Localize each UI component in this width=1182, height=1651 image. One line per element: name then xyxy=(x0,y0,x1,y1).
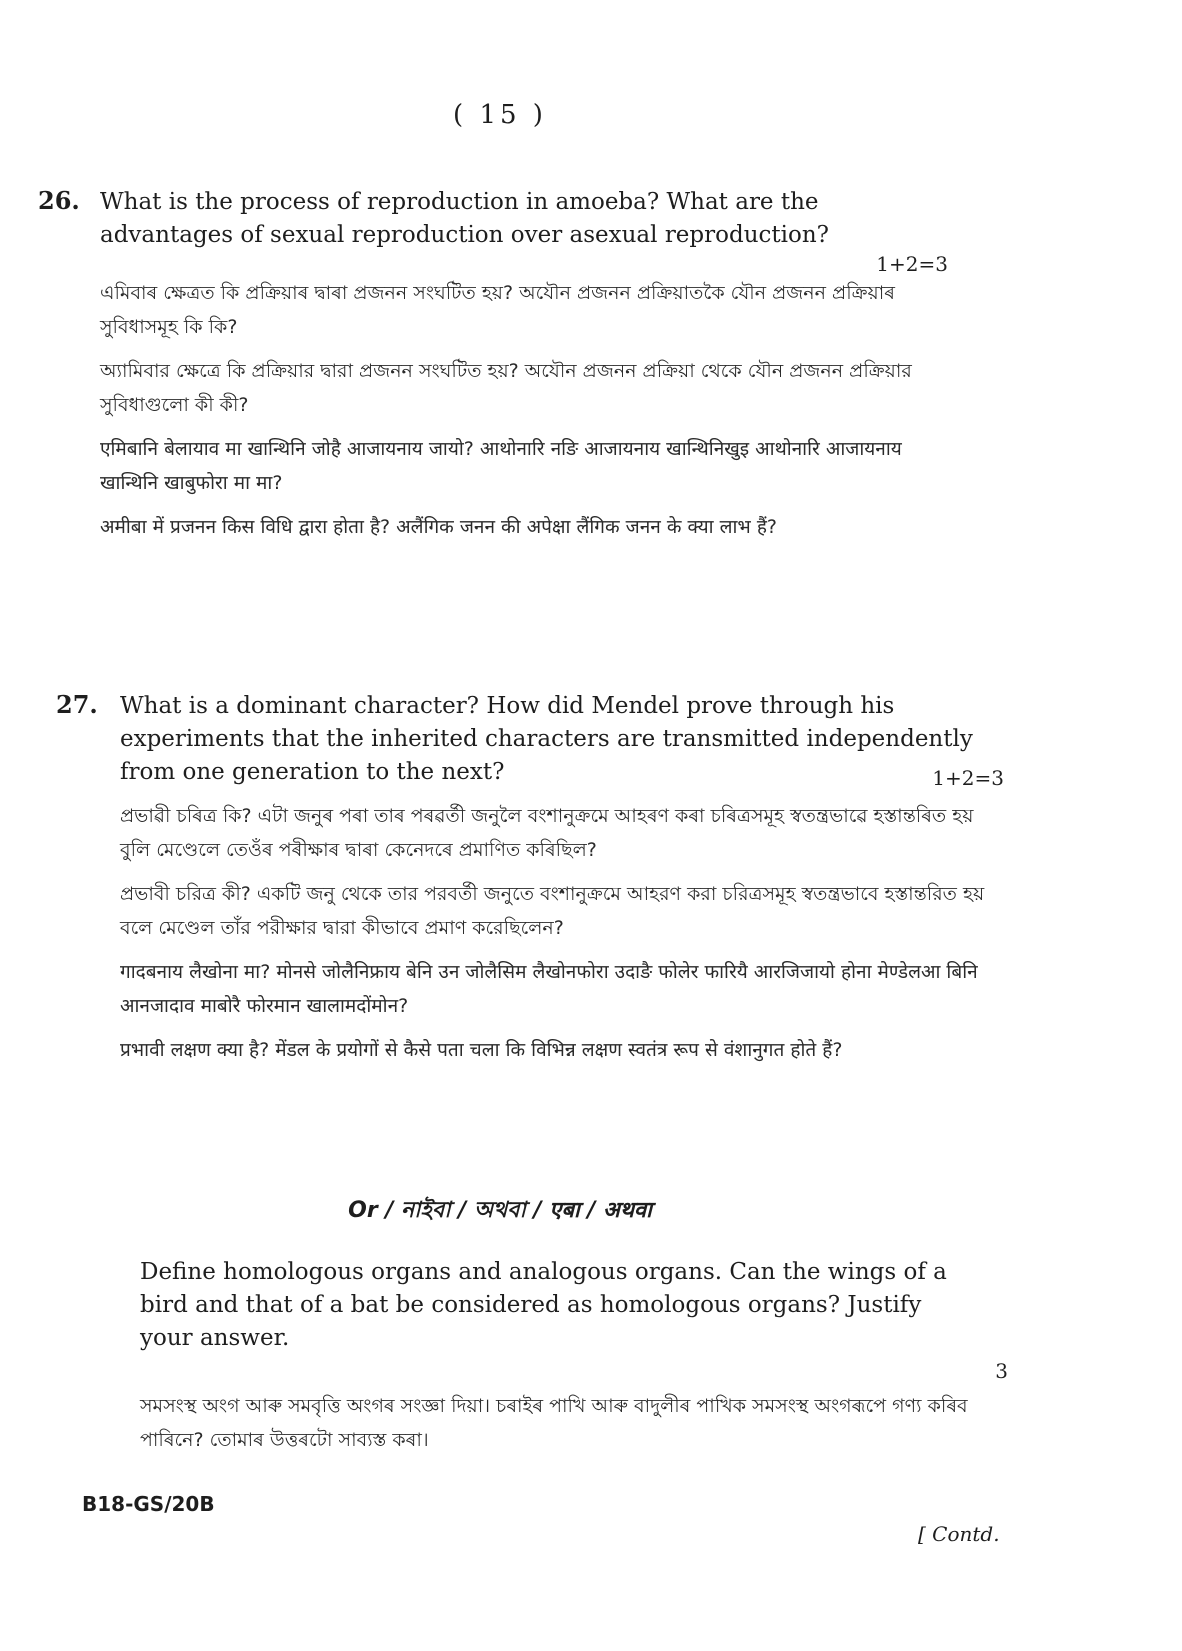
question-26 xyxy=(38,186,958,544)
question-text-hindi: अमीबा में प्रजनन किस विधि द्वारा होता है? अलैंगिक जनन की अपेक्षा लैंगिक जनन के क्या लाभ हैं? xyxy=(100,516,777,538)
question-text-hindi: प्रभावी लक्षण क्या है? मेंडल के प्रयोगों से कैसे पता चला कि विभिन्न लक्षण स्वतंत्र रूप से वंशानुगत होते हैं? xyxy=(120,1039,843,1061)
question-text-bengali: অ্যামিবার ক্ষেত্রে কি প্রক্রিয়ার দ্বারা প্রজনন সংঘটিত হয়? অযৌন প্রজনন প্রক্রিয়া থেকে যৌন প্রজনন প্রক্রিয়ার সুবিধাগুলো কী কী? xyxy=(100,360,912,416)
question-text-bengali: প্রভাবী চরিত্র কী? একটি জনু থেকে তার পরবর্তী জনুতে বংশানুক্রমে আহরণ করা চরিত্রসমূহ স্বতন্ত্রভাবে হস্তান্তরিত হয় বলে মেণ্ডেল তাঁর পরীক্ষার দ্বারা কীভাবে প্রমাণ করেছিলেন? xyxy=(120,883,985,939)
marks: 1+2=3 xyxy=(876,252,948,276)
continued-label: [ Contd. xyxy=(918,1522,1000,1546)
question-27 xyxy=(56,690,1004,1067)
question-number: 26. xyxy=(38,186,80,215)
question-text-english: Define homologous organs and analogous organs. Can the wings of a bird and that of a bat be considered as homologous organs? Justify your answer. xyxy=(140,1259,947,1351)
question-text-english xyxy=(120,690,1004,789)
question-text-assamese: প্ৰভাৱী চৰিত্ৰ কি? এটা জনুৰ পৰা তাৰ পৰৱৰ্তী জনুলৈ বংশানুক্ৰমে আহৰণ কৰা চৰিত্ৰসমূহ স্বতন্ত্ৰভাৱে হস্তান্তৰিত হয় বুলি মেণ্ডেলে তেওঁৰ পৰীক্ষাৰ দ্বাৰা কেনেদৰে প্ৰমাণিত কৰিছিল? xyxy=(120,805,974,861)
question-text-assamese: সমসংস্থ অংগ আৰু সমবৃত্তি অংগৰ সংজ্ঞা দিয়া। চৰাইৰ পাখি আৰু বাদুলীৰ পাখিক সমসংস্থ অংগৰূপে গণ্য কৰিব পাৰিনে? তোমাৰ উত্তৰটো সাব্যস্ত কৰা। xyxy=(140,1395,968,1451)
question-text-english-body: What is a dominant character? How did Mendel prove through his experiments that the inherited characters are transmitted independently from one generation to the next? xyxy=(120,693,973,785)
marks: 3 xyxy=(995,1359,1008,1383)
or-separator: Or / নাইবা / অথবা / एबा / अथवा xyxy=(348,1198,652,1223)
question-text-bodo: गादबनाय लैखोना मा? मोनसे जोलैनिफ्राय बेनि उन जोलैसिम लैखोनफोरा उदाङै फोलेर फारियै आरजिजायो होना मेण्डेलआ बिनि आनजादाव माबोरै फोरमान खालामदोंमोन? xyxy=(120,961,978,1017)
paper-code: B18-GS/20B xyxy=(82,1492,215,1516)
question-text-bodo: एमिबानि बेलायाव मा खान्थिनि जोहै आजायनाय जायो? आथोनारि नङि आजायनाय खान्थिनिखुइ आथोनारि आजायनाय खान्थिनि खाबुफोरा मा मा? xyxy=(100,438,902,494)
marks: 1+2=3 xyxy=(932,766,1004,790)
or-question xyxy=(140,1256,1008,1457)
page-number: ( 15 ) xyxy=(453,100,547,130)
question-number: 27. xyxy=(56,690,98,719)
question-text-assamese: এমিবাৰ ক্ষেত্ৰত কি প্ৰক্ৰিয়াৰ দ্বাৰা প্ৰজনন সংঘটিত হয়? অযৌন প্ৰজনন প্ৰক্ৰিয়াতকৈ যৌন প্ৰজনন প্ৰক্ৰিয়াৰ সুবিধাসমূহ কি কি? xyxy=(100,282,895,338)
question-text-english: What is the process of reproduction in amoeba? What are the advantages of sexual reproduction over asexual reproduction? xyxy=(100,189,829,248)
